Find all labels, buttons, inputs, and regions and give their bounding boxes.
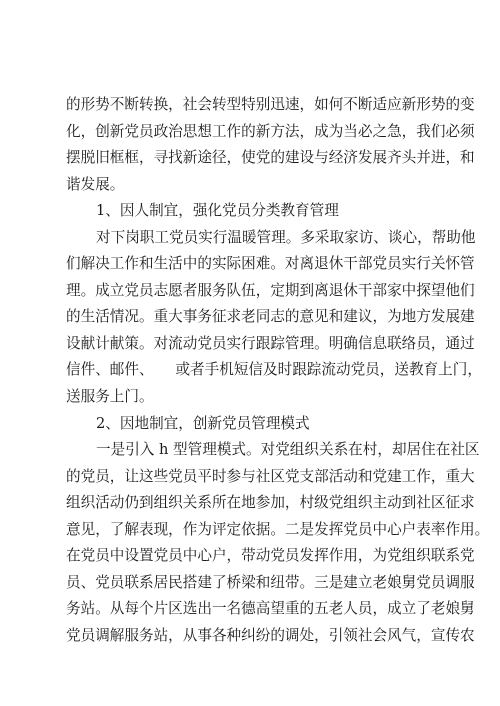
text-line: 信件、邮件、 或者手机短信及时跟踪流动党员，送教育上门， — [66, 361, 482, 379]
text-line: 设献计献策。对流动党员实行跟踪管理。明确信息联络员，通过 — [66, 334, 475, 352]
text-line: 的生活情况。重大事务征求老同志的意见和建议，为地方发展建 — [66, 308, 475, 326]
body-text — [66, 92, 490, 649]
text-line: 党员调解服务站，从事各种纠纷的调处，引领社会风气，宣传农 — [66, 626, 475, 644]
text-line: 员、党员联系居民搭建了桥梁和纽带。三是建立老娘舅党员调服 — [66, 573, 475, 591]
section-heading: 1、因人制宜，强化党员分类教育管理 — [96, 202, 339, 220]
text-line: 化，创新党员政治思想工作的新方法，成为当必之急，我们必须 — [66, 122, 475, 140]
text-line: 组织活动仍到组织关系所在地参加，村级党组织主动到社区征求 — [66, 494, 475, 512]
text-line: 理。成立党员志愿者服务队伍，定期到离退休干部家中探望他们 — [66, 281, 475, 299]
text-line: 摆脱旧框框，寻找新途径，使党的建设与经济发展齐头并进，和 — [66, 149, 475, 167]
text-line: 的形势不断转换，社会转型特别迅速，如何不断适应新形势的变 — [66, 96, 475, 113]
text-line: 意见，了解表现，作为评定依据。二是发挥党员中心户表率作用。 — [66, 520, 490, 538]
text-line: 对下岗职工党员实行温暖管理。多采取家访、谈心，帮助他 — [96, 228, 476, 246]
section-heading: 2、因地制宜，创新党员管理模式 — [96, 414, 310, 432]
text-line: 一是引入 h 型管理模式。对党组织关系在村，却居住在社区 — [96, 441, 480, 459]
text-line: 谐发展。 — [66, 175, 125, 193]
text-line: 送服务上门。 — [66, 388, 154, 406]
text-line: 的党员，让这些党员平时参与社区党支部活动和党建工作，重大 — [66, 467, 475, 485]
text-line: 务站。从每个片区选出一名德高望重的五老人员，成立了老娘舅 — [66, 600, 475, 618]
text-line: 们解决工作和生活中的实际困难。对离退休干部党员实行关怀管 — [66, 255, 475, 273]
text-line: 在党员中设置党员中心户，带动党员发挥作用，为党组织联系党 — [66, 547, 475, 565]
